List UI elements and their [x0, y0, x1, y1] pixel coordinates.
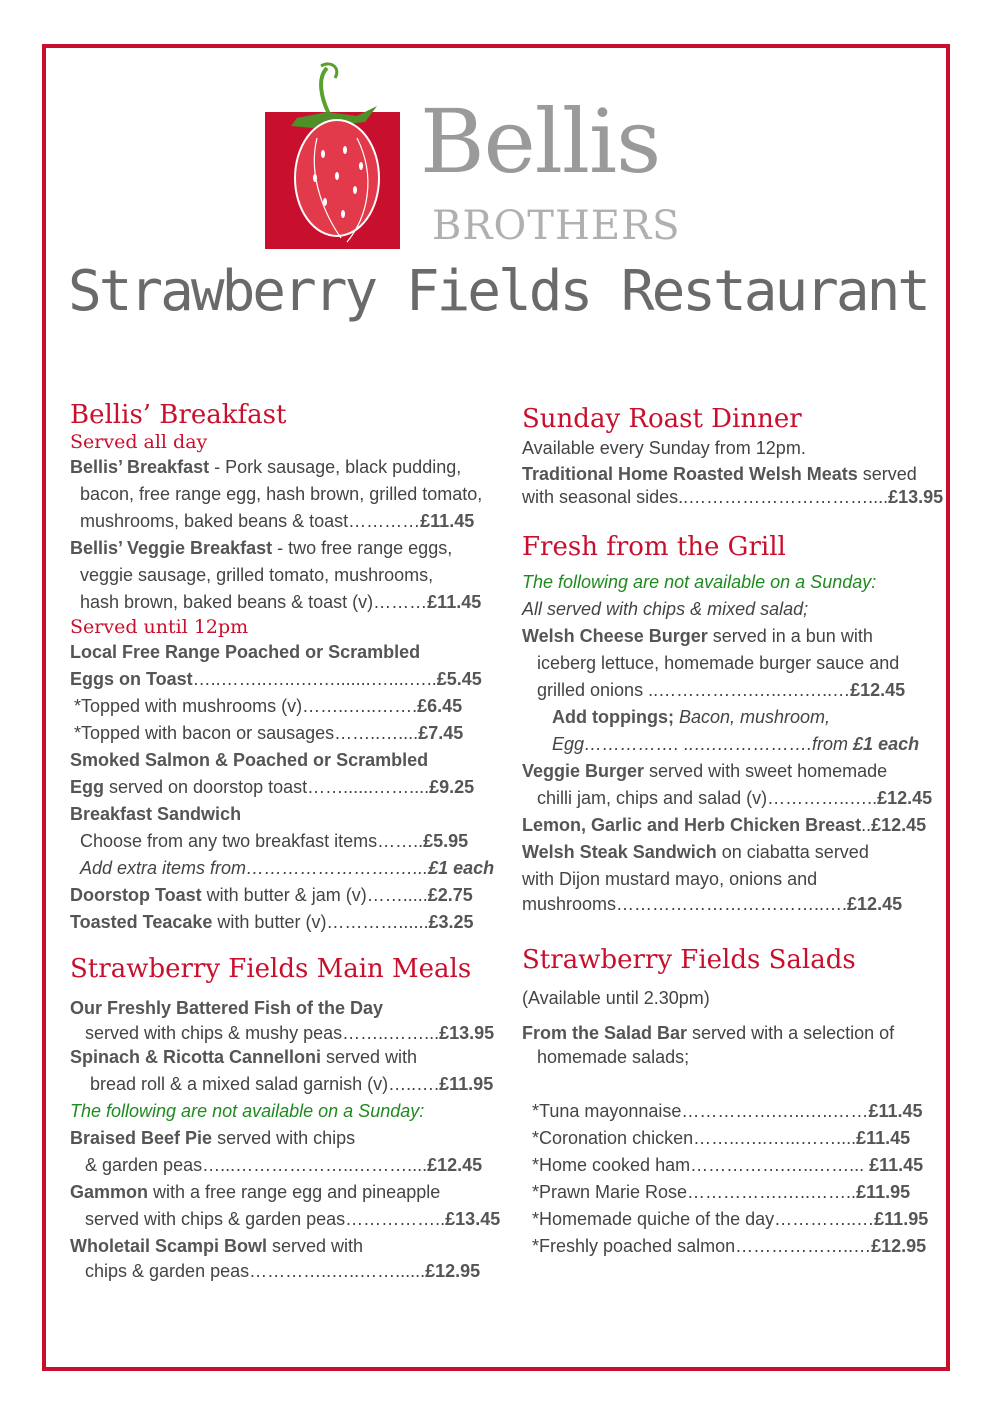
- restaurant-title: Strawberry Fields Restaurant: [68, 259, 929, 324]
- price: £5.95: [423, 830, 469, 851]
- price: £13.45: [445, 1208, 501, 1229]
- price: £3.25: [428, 911, 474, 932]
- price: £11.45: [427, 591, 482, 612]
- price: £1: [853, 734, 874, 755]
- menu-item-salad-bar: From the Salad Bar served with a selection of: [522, 1022, 895, 1043]
- menu-item-topped-mushrooms: *Topped with mushrooms (v)……..…..…….£6.45: [74, 695, 463, 716]
- roast-title: Sunday Roast Dinner: [522, 404, 802, 434]
- menu-item-scampi: Wholetail Scampi Bowl served with: [70, 1235, 364, 1256]
- menu-item-cheese-burger: Welsh Cheese Burger served in a bun with: [522, 626, 873, 647]
- menu-item-veggie-burger: Veggie Burger served with sweet homemade: [522, 761, 888, 782]
- menu-item-veggie-breakfast: Bellis’ Veggie Breakfast - two free range eggs,: [70, 537, 453, 558]
- right-column: Sunday Roast Dinner Available every Sunday from 12pm. Traditional Home Roasted Welsh Meats served with seasonal sides..…………………………....£13.95 Fresh from the Grill The following are not available on a Sunday: All served with chips & mixed salad; Welsh Cheese Burger served in a bun with iceberg lettuce, homemade burger sauce and grilled onions ..…………….…..….…..…£12.45 Add toppings; Bacon, mushroom, Egg……………. ..….…………….from £1 each Veggie Burger served with sweet homemade chilli jam, chips and salad (v)…………..…..£12.45 Lemon, Garlic and Herb Chicken Breast..£12.45 Welsh Steak Sandwich on ciabatta served with Dijon mustard mayo, onions and mushrooms……………………………..….£12.45 Strawberry Fields Salads (Available until 2.30pm) From the Salad Bar served with a selection of homemade salads; *Tuna mayonnaise…………….…..…..……£11.45 *Coronation chicken……..…..…...……....£11.45 *Home cooked ham…………….…..……... £11.45 *Prawn Marie Rose…………….…..……..£11.95 *Homemade quiche of the day…………..…£11.95 *Freshly poached salmon………………..…£12.95: [522, 400, 932, 1260]
- breakfast-title: Bellis’ Breakfast: [70, 400, 287, 430]
- grill-title: Fresh from the Grill: [522, 532, 786, 563]
- menu-item-beef-pie: Braised Beef Pie served with chips: [70, 1127, 356, 1148]
- price: £11.45: [869, 1154, 924, 1175]
- salad-item: *Homemade quiche of the day…………..…£11.95: [532, 1208, 929, 1229]
- salad-item: *Coronation chicken……..…..…...……....£11.45: [532, 1127, 911, 1148]
- menu-item-toppings: Add toppings; Bacon, mushroom,: [552, 707, 831, 728]
- price: £12.45: [427, 1154, 483, 1175]
- left-column: Bellis’ Breakfast Served all day Bellis’ Breakfast - Pork sausage, black pudding, bacon, free range egg, hash brown, grilled tomato, mushrooms, baked beans & toast…………£11.45 Bellis’ Veggie Breakfast - two free range eggs, veggie sausage, grilled tomato, mushrooms, hash brown, baked beans & toast (v)………£11.45 Served until 12pm Local Free Range Poached or Scrambled Eggs on Toast…..……..…..….….......…....…..£5.45 *Topped with mushrooms (v)……..…..…….£6.45 *Topped with bacon or sausages……..…....£7.45 Smoked Salmon & Poached or Scrambled Egg served on doorstop toast……......……....£9.25 Breakfast Sandwich Choose from any two breakfast items……..£5.95 Add extra items from…………………….…...£1 each Doorstop Toast with butter & jam (v)…….....£2.75 Toasted Teacake with butter (v)…………......£3.25 Strawberry Fields Main Meals Our Freshly Battered Fish of the Day served with chips & mushy peas……..……...£13.95 Spinach & Ricotta Cannelloni served with bread roll & a mixed salad garnish (v)…..….£11.95 The following are not available on a Sunday: Braised Beef Pie served with chips & garden peas…...………………..………....£12.45 Gammon with a free range egg and pineapple served with chips & garden peas……………..£13.45 Wholetail Scampi Bowl served with chips & garden peas…………..…..……......£12.95: [70, 400, 501, 1281]
- menu-item-topped-bacon: *Topped with bacon or sausages……..…....£7.45: [74, 722, 464, 743]
- menu-item-bellis-breakfast: Bellis’ Breakfast - Pork sausage, black pudding,: [70, 456, 462, 477]
- salad-item: *Freshly poached salmon………………..…£12.95: [532, 1235, 927, 1256]
- price: £12.95: [425, 1260, 481, 1281]
- served-until: Served until 12pm: [70, 615, 249, 638]
- price: £1 each: [428, 857, 495, 878]
- menu-item-cannelloni: Spinach & Ricotta Cannelloni served with: [70, 1046, 418, 1067]
- price: £11.95: [874, 1208, 929, 1229]
- salads-availability: (Available until 2.30pm): [522, 987, 710, 1008]
- price: £12.45: [871, 815, 927, 836]
- price: £11.45: [868, 1100, 923, 1121]
- brand-name: Bellis: [420, 90, 661, 193]
- price: £2.75: [427, 884, 473, 905]
- price: £13.95: [888, 487, 944, 508]
- price: £5.45: [436, 668, 482, 689]
- price: £11.45: [420, 510, 475, 531]
- menu-item-breakfast-sandwich: Breakfast Sandwich: [70, 803, 242, 824]
- price: £13.95: [439, 1022, 495, 1043]
- price: £12.45: [847, 894, 903, 915]
- menu-item-fish: Our Freshly Battered Fish of the Day: [70, 997, 384, 1018]
- price: £6.45: [417, 695, 463, 716]
- price: £9.25: [429, 776, 475, 797]
- menu-item-gammon: Gammon with a free range egg and pineapple: [70, 1181, 441, 1202]
- strawberry-icon: [257, 58, 417, 258]
- price: £11.95: [856, 1181, 911, 1202]
- strawberry-logo: [265, 112, 400, 249]
- grill-served-with: All served with chips & mixed salad;: [522, 599, 809, 620]
- brand-subtitle: BROTHERS: [432, 203, 681, 249]
- price: £7.45: [418, 722, 464, 743]
- grill-sunday-note: The following are not available on a Sunday:: [522, 572, 877, 593]
- salad-item: *Prawn Marie Rose…………….…..……..£11.95: [532, 1181, 911, 1202]
- price: £11.45: [856, 1127, 911, 1148]
- menu-item-eggs: Local Free Range Poached or Scrambled: [70, 641, 421, 662]
- menu-item-doorstop-toast: Doorstop Toast with butter & jam (v)…….....£2.75: [70, 884, 473, 905]
- price: £12.45: [850, 680, 906, 701]
- mains-title: Strawberry Fields Main Meals: [70, 953, 472, 984]
- menu-item-toasted-teacake: Toasted Teacake with butter (v)…………......£3.25: [70, 911, 474, 932]
- salad-item: *Home cooked ham…………….…..……... £11.45: [532, 1154, 924, 1175]
- served-all-day: Served all day: [70, 431, 208, 454]
- salad-item: *Tuna mayonnaise…………….…..…..……£11.45: [532, 1100, 923, 1121]
- price: £11.95: [439, 1073, 494, 1094]
- sunday-note: The following are not available on a Sunday:: [70, 1100, 425, 1121]
- menu-item-smoked-salmon: Smoked Salmon & Poached or Scrambled: [70, 749, 429, 770]
- menu-item-chicken-breast: Lemon, Garlic and Herb Chicken Breast..£12.45: [522, 815, 927, 836]
- price: £12.45: [877, 788, 933, 809]
- salads-title: Strawberry Fields Salads: [522, 945, 856, 976]
- menu-item-steak-sandwich: Welsh Steak Sandwich on ciabatta served: [522, 842, 869, 863]
- price: £12.95: [871, 1235, 927, 1256]
- roast-availability: Available every Sunday from 12pm.: [522, 438, 806, 459]
- menu-item-roast: Traditional Home Roasted Welsh Meats served: [522, 464, 917, 485]
